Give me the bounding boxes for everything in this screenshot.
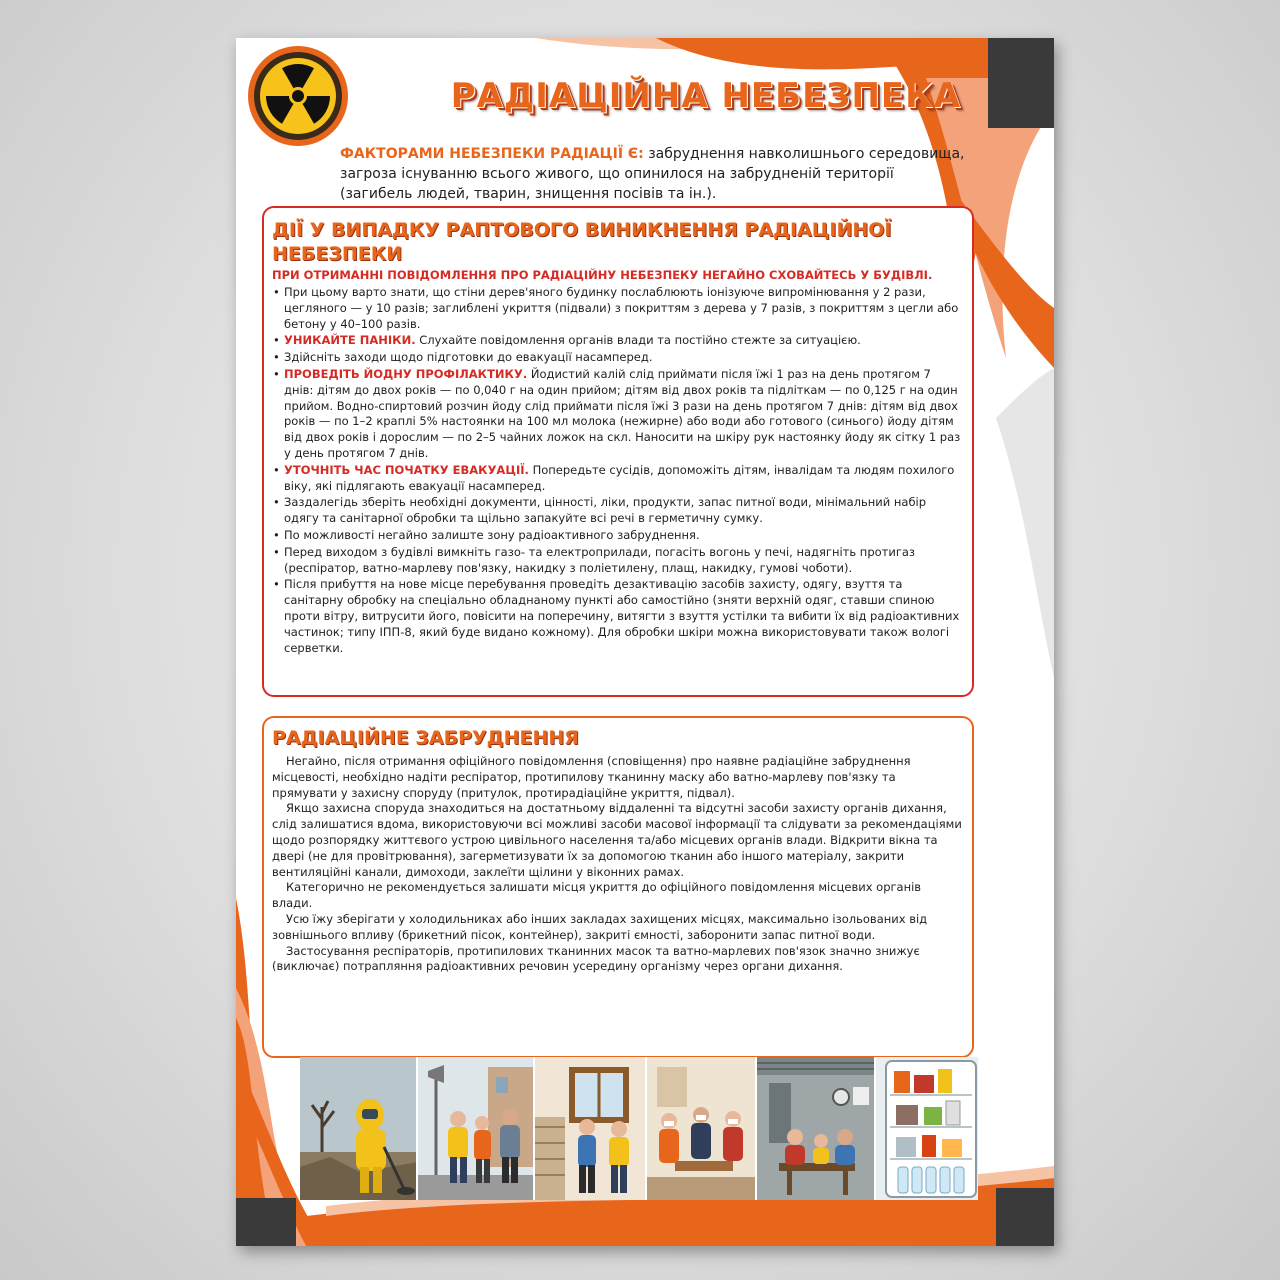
list-item <box>272 577 962 656</box>
radiation-icon <box>246 44 350 148</box>
list-item <box>272 528 962 544</box>
list-item <box>272 350 962 366</box>
illustration-strip <box>300 1057 978 1200</box>
intro-body: забруднення навколишнього середовища, загроза існуванню всього живого, що опинилося на забрудненій території (загибель людей, тварин, знищення посівів та ін.). <box>340 146 965 202</box>
contamination-paragraph: Якщо захисна споруда знаходиться на достатньому віддаленні та відсутні засоби захисту органів дихання, слід залишатися вдома, використовуючи всі можливі засоби масової інформації та слідувати за рекомендаціями щодо розпорядку життєвого устрою цивільного населення та/або місцевих органів влади. Відкрити вікна та двері (не для провітрювання), загерметизувати їх за допомогою тканин або іншого матеріалу, закрити вентиляційні канали, димоходи, заклеїти щілини у віконних рамах. <box>272 801 962 879</box>
item-text: Йодистий калій слід приймати після їжі 1 раз на день протягом 7 днів: дітям до двох років — по 0,040 г на один прийом; дітям від двох років та підліткам — по 0,125 г на один прийом. Водно-спиртовий розчин йоду слід приймати після їжі 3 рази на день протягом 7 днів: дітям від двох років — по 1–2 краплі 5% настоянки на 100 мл молока (нежирне) або води або готового (синього) йоду дітям від двох років і дорослим — по 2–5 чайних ложок на скл. Наносити на шкіру рук настоянку йоду як сітку 1 раз у день протягом 7 днів. <box>284 366 961 460</box>
item-text: При цьому варто знати, що стіни дерев'яного будинку послаблюють іонізуюче випромінювання у 2 рази, цегляного — у 10 разів; заглиблені укриття (підвали) з покриттям з дерева у 7 разів, з покриттям з цегли або бетону у 40–100 разів. <box>284 285 959 331</box>
contamination-paragraph: Застосування респіраторів, протипилових тканинних масок та ватно-марлевих пов'язок значно знижує (виключає) потрапляння радіоактивних речовин усередину організму через органи дихання. <box>272 943 920 974</box>
item-text: Попередьте сусідів, допоможіть дітям, інвалідам та людям похилого віку, які підлягають евакуації насамперед. <box>284 462 955 493</box>
item-text: Перед виходом з будівлі вимкніть газо- та електроприлади, погасіть вогонь у печі, надягніть протигаз (респіратор, ватно-марлеву пов'язку, накидку з поліетилену, плащ, накидку, гумові чоботи). <box>284 544 916 575</box>
actions-heading: ДІЇ У ВИПАДКУ РАПТОВОГО ВИНИКНЕННЯ РАДІАЦІЙНОЇ НЕБЕЗПЕКИ <box>272 219 892 265</box>
item-text: Слухайте повідомлення органів влади та постійно стежте за ситуацією. <box>415 333 861 348</box>
actions-list <box>272 285 962 656</box>
safety-poster <box>236 38 1054 1246</box>
list-item <box>272 545 962 577</box>
item-lead: УНИКАЙТЕ ПАНІКИ. <box>284 333 416 348</box>
hazmat-dosimeter-illustration <box>300 1057 418 1200</box>
list-item <box>272 495 962 527</box>
contamination-paragraph: Негайно, після отримання офіційного повідомлення (сповіщення) про наявне радіаційне забруднення місцевості, необхідно надіти респіратор, протипилову тканинну маску або ватно-марлеву пов'язку та прямувати у захисну споруду (притулок, протирадіаційне укриття, підвал). <box>272 754 911 800</box>
sealing-window-illustration <box>535 1057 647 1200</box>
item-text: Заздалегідь зберіть необхідні документи, цінності, ліки, продукти, запас питної води, мінімальний набір одягу та санітарної обробки та щільно запакуйте всі речі в герметичну сумку. <box>284 495 927 526</box>
radiation-logo <box>246 44 350 148</box>
actions-section <box>262 206 974 697</box>
evacuation-illustration <box>418 1057 534 1200</box>
poster-title: РАДІАЦІЙНА НЕБЕЗПЕКА <box>450 76 962 116</box>
item-text: По можливості негайно залиште зону радіоактивного забруднення. <box>284 527 700 542</box>
item-text: Здійсніть заходи щодо підготовки до евакуації насамперед. <box>284 350 653 365</box>
contamination-section <box>262 716 974 1058</box>
contamination-paragraph: Усю їжу зберігати у холодильниках або інших закладах захищених місцях, максимально ізольованих від зовнішнього впливу (брикетний пісок, контейнер), закриті ємності, заборонити запас питної води. <box>272 911 928 942</box>
intro-label: ФАКТОРАМИ НЕБЕЗПЕКИ РАДІАЦІЇ Є: <box>340 146 644 162</box>
respirator-masks-illustration <box>647 1057 757 1200</box>
shelter-basement-illustration <box>757 1057 875 1200</box>
contamination-paragraph: Категорично не рекомендується залишати місця укриття до офіційного повідомлення місцевих органів влади. <box>272 880 922 911</box>
item-lead: ПРОВЕДІТЬ ЙОДНУ ПРОФІЛАКТИКУ. <box>284 366 528 381</box>
refrigerator-food-illustration <box>876 1057 978 1200</box>
list-item <box>272 285 962 332</box>
list-item <box>272 367 962 462</box>
list-item <box>272 333 962 349</box>
intro-text <box>340 144 970 204</box>
contamination-heading: РАДІАЦІЙНЕ ЗАБРУДНЕННЯ <box>272 727 579 749</box>
item-lead: УТОЧНІТЬ ЧАС ПОЧАТКУ ЕВАКУАЦІЇ. <box>284 462 529 477</box>
actions-subheading: ПРИ ОТРИМАННІ ПОВІДОМЛЕННЯ ПРО РАДІАЦІЙНУ НЕБЕЗПЕКУ НЕГАЙНО СХОВАЙТЕСЬ У БУДІВЛІ. <box>272 268 933 282</box>
item-text: Після прибуття на нове місце перебування проведіть дезактивацію засобів захисту, одягу, взуття та санітарну обробку на спеціально обладнаному пункті або самостійно (зняти верхній одяг, ставши спиною проти вітру, витрусити його, повісити на поперечину, витягти з взуття устілки та вибити їх від радіоактивних частинок; типу ІПП-8, який буде видано кожному). Для обробки шкіри можна використовувати також вологі серветки. <box>284 577 960 655</box>
list-item <box>272 463 962 495</box>
